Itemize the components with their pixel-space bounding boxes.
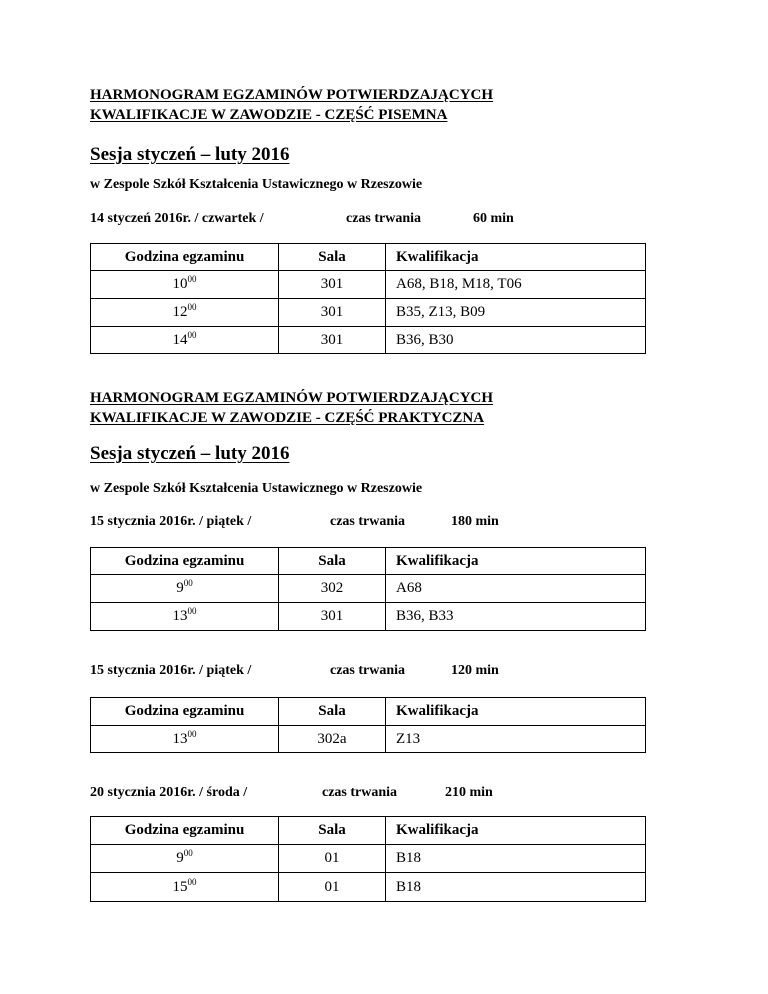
column-header-qualification: Kwalifikacja <box>386 698 646 726</box>
practical-heading-line2: KWALIFIKACJE W ZAWODZIE - CZĘŚĆ PRAKTYCZNA <box>90 410 485 426</box>
written-heading-line1: HARMONOGRAM EGZAMINÓW POTWIERDZAJĄCYCH <box>90 87 494 103</box>
exam-qualification: B36, B33 <box>386 603 646 631</box>
practical-duration-label: czas trwania <box>330 514 406 529</box>
exam-hour: $14^{00}$ <box>91 327 279 354</box>
exam-qualification: B35, Z13, B09 <box>386 299 646 327</box>
table-header-row <box>91 698 646 726</box>
practical-heading-line1: HARMONOGRAM EGZAMINÓW POTWIERDZAJĄCYCH <box>90 390 494 406</box>
column-header-hour: Godzina egzaminu <box>91 244 279 271</box>
column-header-room: Sala <box>279 548 386 575</box>
practical-schedule-table <box>90 547 646 631</box>
exam-room: 301 <box>279 603 386 631</box>
column-header-hour: Godzina egzaminu <box>91 698 279 726</box>
practical-exam-date: 15 stycznia 2016r. / piątek / <box>90 663 252 678</box>
column-header-hour: Godzina egzaminu <box>91 548 279 575</box>
written-duration-value: 60 min <box>473 211 514 226</box>
exam-qualification: B18 <box>386 873 646 902</box>
table-row <box>91 726 646 753</box>
exam-room: 302 <box>279 575 386 603</box>
exam-room: 01 <box>279 845 386 873</box>
table-row <box>91 575 646 603</box>
table-header-row <box>91 244 646 271</box>
written-heading-line2: KWALIFIKACJE W ZAWODZIE - CZĘŚĆ PISEMNA <box>90 107 448 123</box>
written-duration-label: czas trwania <box>346 211 422 226</box>
practical-exam-date: 15 stycznia 2016r. / piątek / <box>90 514 252 529</box>
practical-exam-date: 20 stycznia 2016r. / środa / <box>90 785 248 800</box>
exam-hour: $9^{00}$ <box>91 575 279 603</box>
column-header-hour: Godzina egzaminu <box>91 817 279 845</box>
table-row <box>91 271 646 299</box>
practical-session-title: Sesja styczeń – luty 2016 <box>90 443 290 464</box>
column-header-qualification: Kwalifikacja <box>386 548 646 575</box>
table-header-row <box>91 548 646 575</box>
exam-hour: $15^{00}$ <box>91 873 279 902</box>
column-header-qualification: Kwalifikacja <box>386 817 646 845</box>
written-schedule-table <box>90 243 646 354</box>
written-school-name: w Zespole Szkół Kształcenia Ustawicznego w Rzeszowie <box>90 177 423 192</box>
exam-qualification: B18 <box>386 845 646 873</box>
practical-duration-value: 180 min <box>451 514 499 529</box>
column-header-room: Sala <box>279 817 386 845</box>
exam-room: 301 <box>279 327 386 354</box>
exam-qualification: A68, B18, M18, T06 <box>386 271 646 299</box>
table-row <box>91 327 646 354</box>
table-row <box>91 873 646 902</box>
table-row <box>91 845 646 873</box>
practical-school-name: w Zespole Szkół Kształcenia Ustawicznego w Rzeszowie <box>90 481 423 496</box>
practical-duration-value: 210 min <box>445 785 493 800</box>
table-row <box>91 299 646 327</box>
exam-room: 302a <box>279 726 386 753</box>
exam-room: 01 <box>279 873 386 902</box>
table-row <box>91 603 646 631</box>
practical-schedule-table <box>90 697 646 753</box>
practical-duration-value: 120 min <box>451 663 499 678</box>
table-header-row <box>91 817 646 845</box>
practical-schedule-table <box>90 816 646 902</box>
exam-hour: $13^{00}$ <box>91 603 279 631</box>
exam-hour: $13^{00}$ <box>91 726 279 753</box>
written-exam-date: 14 styczeń 2016r. / czwartek / <box>90 211 264 226</box>
exam-qualification: A68 <box>386 575 646 603</box>
practical-duration-label: czas trwania <box>330 663 406 678</box>
exam-hour: $10^{00}$ <box>91 271 279 299</box>
exam-qualification: B36, B30 <box>386 327 646 354</box>
practical-duration-label: czas trwania <box>322 785 398 800</box>
column-header-room: Sala <box>279 244 386 271</box>
exam-hour: $9^{00}$ <box>91 845 279 873</box>
written-session-title: Sesja styczeń – luty 2016 <box>90 144 290 165</box>
exam-room: 301 <box>279 271 386 299</box>
column-header-room: Sala <box>279 698 386 726</box>
exam-room: 301 <box>279 299 386 327</box>
column-header-qualification: Kwalifikacja <box>386 244 646 271</box>
exam-hour: $12^{00}$ <box>91 299 279 327</box>
exam-qualification: Z13 <box>386 726 646 753</box>
